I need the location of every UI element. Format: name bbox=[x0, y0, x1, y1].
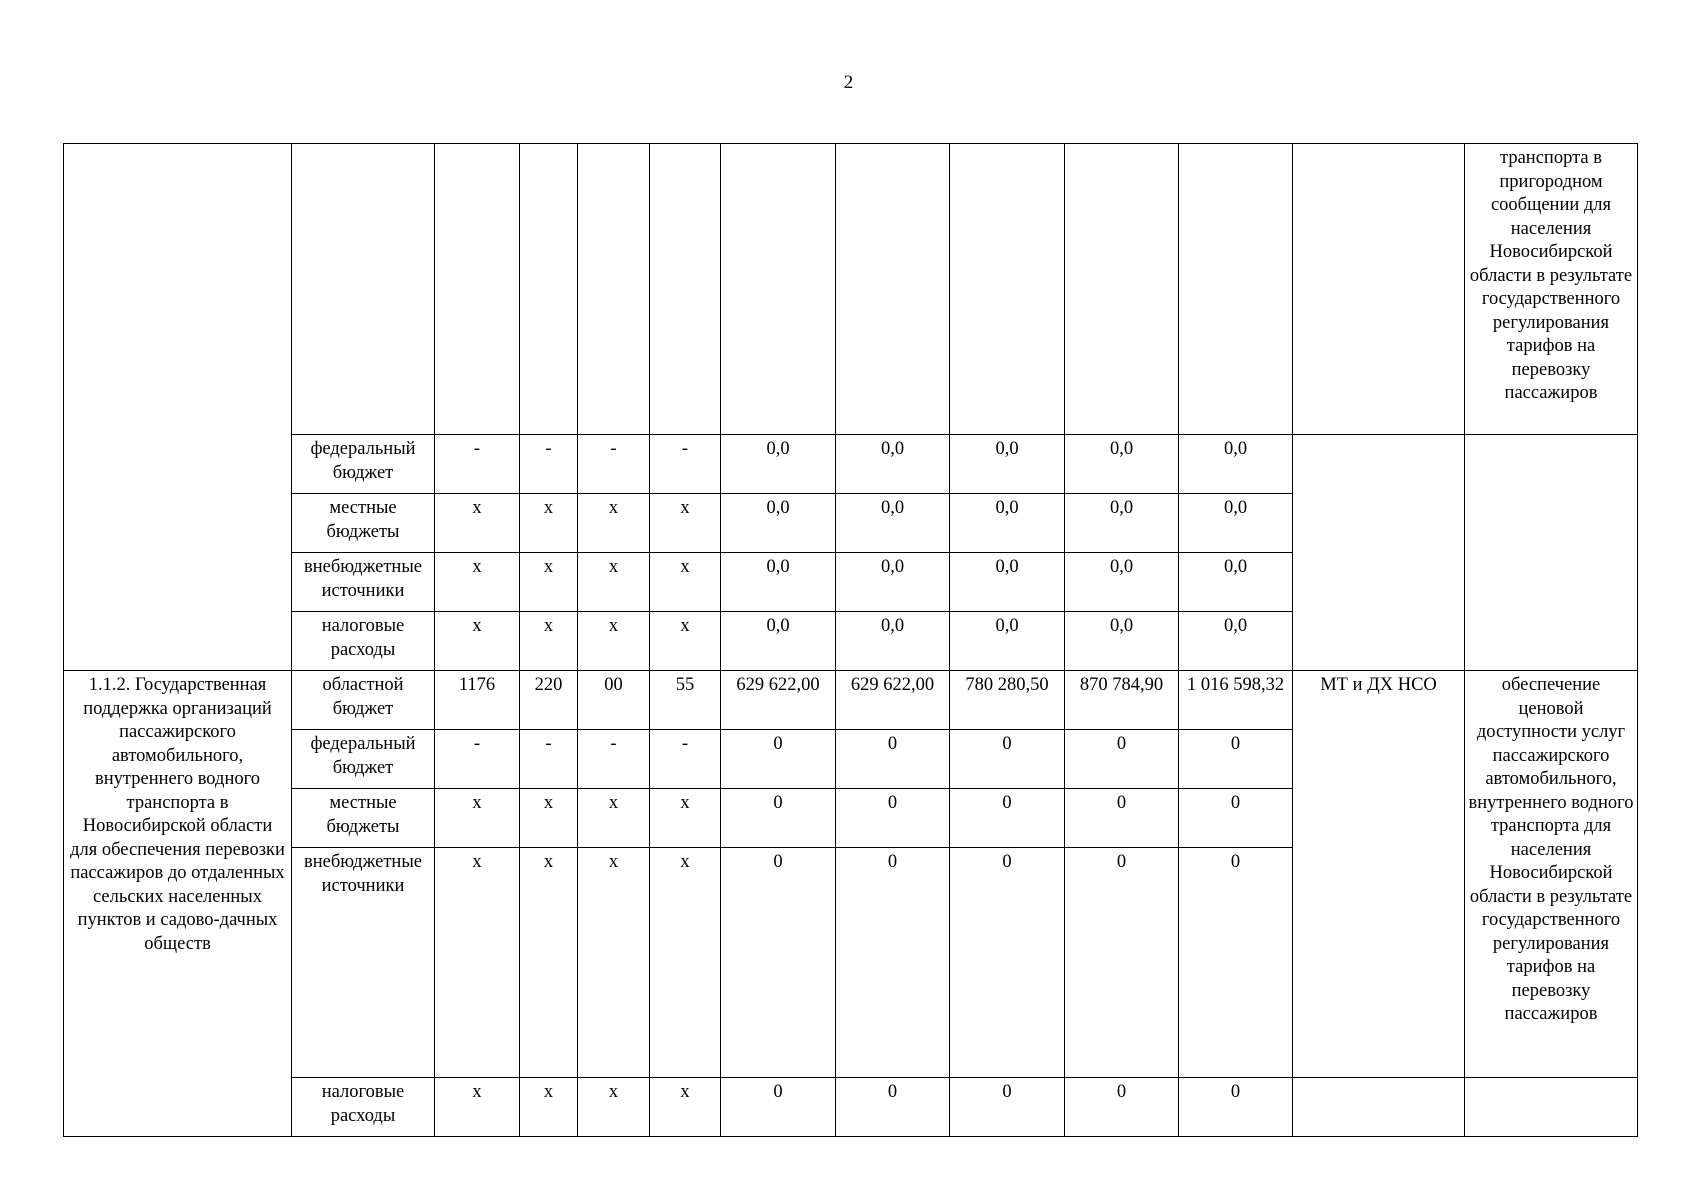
code-value: 55 bbox=[650, 671, 721, 730]
code-value: х bbox=[435, 494, 520, 553]
code-cell bbox=[578, 144, 650, 435]
source-cell bbox=[292, 144, 435, 435]
amount-value: 0,0 bbox=[1179, 553, 1293, 612]
amount-value: 0,0 bbox=[836, 553, 950, 612]
amount-value: 0 bbox=[1179, 789, 1293, 848]
code-value: х bbox=[520, 789, 578, 848]
executor-cell bbox=[1293, 435, 1465, 671]
amount-value: 0 bbox=[950, 730, 1065, 789]
expected-result-cell: транспорта в пригородном сообщении для населения Новосибирской области в результате государственного регулирования тарифов на перевозку пассажиров bbox=[1465, 144, 1638, 435]
amount-value: 0,0 bbox=[1065, 612, 1179, 671]
amount-value: 0,0 bbox=[1065, 494, 1179, 553]
amount-value: 0,0 bbox=[836, 494, 950, 553]
code-value: х bbox=[520, 612, 578, 671]
funding-source: федеральный бюджет bbox=[292, 435, 435, 494]
amount-value: 0,0 bbox=[1179, 612, 1293, 671]
value-cell bbox=[950, 144, 1065, 435]
code-value: - bbox=[520, 730, 578, 789]
amount-value: 0,0 bbox=[950, 612, 1065, 671]
amount-value: 0 bbox=[721, 730, 836, 789]
code-value: х bbox=[520, 494, 578, 553]
code-value: 220 bbox=[520, 671, 578, 730]
amount-value: 0,0 bbox=[721, 494, 836, 553]
funding-source: федеральный бюджет bbox=[292, 730, 435, 789]
amount-value: 0 bbox=[1065, 848, 1179, 1078]
expected-result-cell bbox=[1465, 1078, 1638, 1137]
code-value: - bbox=[578, 435, 650, 494]
code-value: - bbox=[650, 435, 721, 494]
funding-source: налоговые расходы bbox=[292, 1078, 435, 1137]
measure-name-cell bbox=[64, 144, 292, 671]
amount-value: 0,0 bbox=[721, 435, 836, 494]
program-measures-table bbox=[63, 143, 1638, 1137]
amount-value: 0 bbox=[836, 848, 950, 1078]
code-value: х bbox=[578, 789, 650, 848]
amount-value: 0,0 bbox=[836, 612, 950, 671]
code-cell bbox=[435, 144, 520, 435]
amount-value: 0 bbox=[721, 848, 836, 1078]
code-value: х bbox=[520, 848, 578, 1078]
funding-source: местные бюджеты bbox=[292, 789, 435, 848]
amount-value: 0 bbox=[836, 789, 950, 848]
amount-value: 629 622,00 bbox=[836, 671, 950, 730]
value-cell bbox=[1179, 144, 1293, 435]
funding-source: внебюджетные источники bbox=[292, 848, 435, 1078]
value-cell bbox=[836, 144, 950, 435]
code-value: - bbox=[435, 435, 520, 494]
amount-value: 0 bbox=[836, 1078, 950, 1137]
code-value: х bbox=[578, 553, 650, 612]
amount-value: 0,0 bbox=[950, 553, 1065, 612]
page-number: 2 bbox=[843, 72, 854, 93]
code-value: х bbox=[650, 1078, 721, 1137]
code-cell bbox=[520, 144, 578, 435]
amount-value: 0 bbox=[1065, 1078, 1179, 1137]
amount-value: 0 bbox=[950, 1078, 1065, 1137]
amount-value: 0 bbox=[721, 1078, 836, 1137]
code-value: - bbox=[520, 435, 578, 494]
amount-value: 0 bbox=[721, 789, 836, 848]
amount-value: 0,0 bbox=[721, 553, 836, 612]
amount-value: 0,0 bbox=[950, 435, 1065, 494]
funding-source: местные бюджеты bbox=[292, 494, 435, 553]
amount-value: 0,0 bbox=[836, 435, 950, 494]
measure-name: 1.1.2. Государственная поддержка организаций пассажирского автомобильного, внутреннего водного транспорта в Новосибирской области для обеспечения перевозки пассажиров до отдаленных сельских населенных пунктов и садово-дачных обществ bbox=[64, 671, 292, 1137]
amount-value: 0,0 bbox=[1065, 553, 1179, 612]
code-value: х bbox=[435, 612, 520, 671]
code-value: - bbox=[650, 730, 721, 789]
value-cell bbox=[721, 144, 836, 435]
code-value: х bbox=[578, 1078, 650, 1137]
amount-value: 0,0 bbox=[950, 494, 1065, 553]
amount-value: 0,0 bbox=[721, 612, 836, 671]
amount-value: 0 bbox=[950, 848, 1065, 1078]
amount-value: 629 622,00 bbox=[721, 671, 836, 730]
funding-source: налоговые расходы bbox=[292, 612, 435, 671]
code-value: х bbox=[578, 494, 650, 553]
amount-value: 0 bbox=[1179, 1078, 1293, 1137]
code-value: х bbox=[520, 553, 578, 612]
amount-value: 0 bbox=[1179, 730, 1293, 789]
amount-value: 0 bbox=[1179, 848, 1293, 1078]
code-value: - bbox=[435, 730, 520, 789]
code-value: 00 bbox=[578, 671, 650, 730]
code-value: - bbox=[578, 730, 650, 789]
funding-source: областной бюджет bbox=[292, 671, 435, 730]
expected-result-cell bbox=[1465, 435, 1638, 671]
amount-value: 0,0 bbox=[1179, 494, 1293, 553]
amount-value: 870 784,90 bbox=[1065, 671, 1179, 730]
funding-source: внебюджетные источники bbox=[292, 553, 435, 612]
amount-value: 0 bbox=[836, 730, 950, 789]
code-value: х bbox=[435, 789, 520, 848]
value-cell bbox=[1065, 144, 1179, 435]
amount-value: 780 280,50 bbox=[950, 671, 1065, 730]
amount-value: 0 bbox=[1065, 789, 1179, 848]
code-value: х bbox=[520, 1078, 578, 1137]
code-value: х bbox=[435, 553, 520, 612]
code-value: х bbox=[650, 789, 721, 848]
amount-value: 0 bbox=[1065, 730, 1179, 789]
code-value: х bbox=[650, 612, 721, 671]
executor-cell bbox=[1293, 1078, 1465, 1137]
executor: МТ и ДХ НСО bbox=[1293, 671, 1465, 1078]
amount-value: 0,0 bbox=[1179, 435, 1293, 494]
table-row bbox=[64, 1078, 1638, 1137]
table-row bbox=[64, 435, 1638, 494]
continuation-row bbox=[64, 144, 1638, 435]
amount-value: 1 016 598,32 bbox=[1179, 671, 1293, 730]
table-row bbox=[64, 671, 1638, 730]
code-value: х bbox=[578, 612, 650, 671]
code-value: х bbox=[650, 494, 721, 553]
code-cell bbox=[650, 144, 721, 435]
code-value: х bbox=[435, 1078, 520, 1137]
amount-value: 0,0 bbox=[1065, 435, 1179, 494]
code-value: х bbox=[650, 553, 721, 612]
amount-value: 0 bbox=[950, 789, 1065, 848]
code-value: х bbox=[578, 848, 650, 1078]
code-value: х bbox=[650, 848, 721, 1078]
code-value: х bbox=[435, 848, 520, 1078]
code-value: 1176 bbox=[435, 671, 520, 730]
executor-cell bbox=[1293, 144, 1465, 435]
expected-result: обеспечение ценовой доступности услуг пассажирского автомобильного, внутреннего водного транспорта для населения Новосибирской области в результате государственного регулирования тарифов на перевозку пассажиров bbox=[1465, 671, 1638, 1078]
